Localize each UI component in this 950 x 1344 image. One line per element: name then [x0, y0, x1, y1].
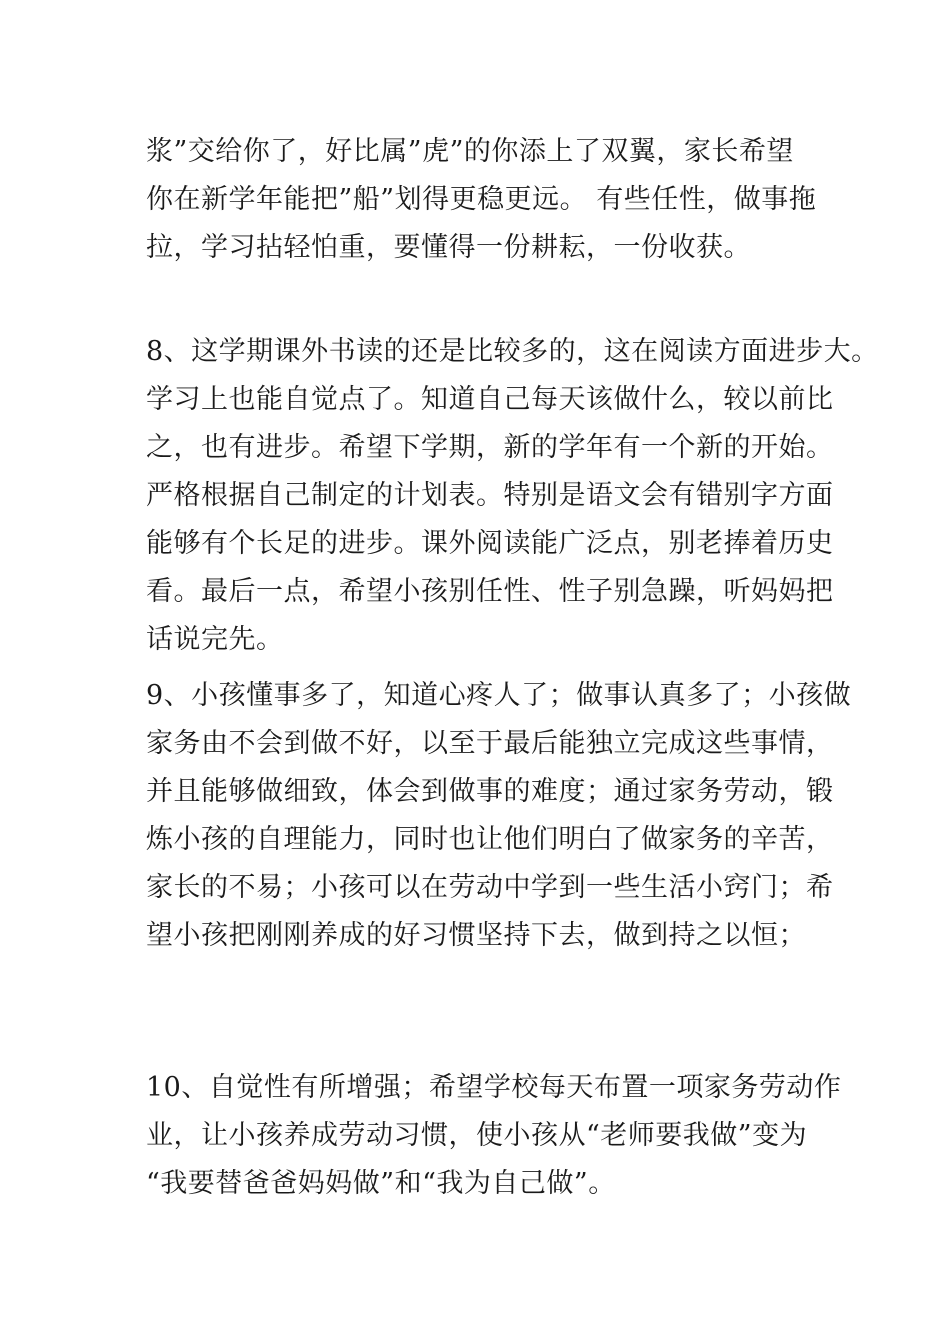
text-line: 你在新学年能把”船”划得更稳更远。 有些任性，做事拖 — [146, 184, 817, 215]
text-line: 浆”交给你了，好比属”虎”的你添上了双翼，家长希望 — [146, 136, 794, 167]
text-line: 学习上也能自觉点了。知道自己每天该做什么，较以前比 — [146, 384, 834, 415]
text-line: 炼小孩的自理能力，同时也让他们明白了做家务的辛苦， — [146, 824, 834, 855]
text-line: 能够有个长足的进步。课外阅读能广泛点，别老捧着历史 — [146, 528, 834, 559]
text-line: 家务由不会到做不好，以至于最后能独立完成这些事情， — [146, 728, 834, 759]
text-line: 话说完先。 — [146, 624, 284, 655]
paragraph-item-9 — [146, 672, 852, 960]
text-line: 看。最后一点，希望小孩别任性、性子别急躁，听妈妈把 — [146, 576, 834, 607]
text-line: “我要替爸爸妈妈做”和“我为自己做”。 — [146, 1168, 616, 1199]
text-line: 8、这学期课外书读的还是比较多的，这在阅读方面进步大。 — [146, 336, 879, 367]
text-line: 严格根据自己制定的计划表。特别是语文会有错别字方面 — [146, 480, 834, 511]
paragraph-continued — [146, 128, 846, 272]
paragraph-item-10 — [146, 1064, 846, 1208]
text-line: 并且能够做细致，体会到做事的难度；通过家务劳动，锻 — [146, 776, 834, 807]
text-line: 之，也有进步。希望下学期，新的学年有一个新的开始。 — [146, 432, 834, 463]
text-line: 拉，学习拈轻怕重，要懂得一份耕耘，一份收获。 — [146, 232, 751, 263]
text-line: 10、自觉性有所增强；希望学校每天布置一项家务劳动作 — [146, 1072, 842, 1103]
paragraph-item-8 — [146, 328, 879, 664]
text-line: 9、小孩懂事多了，知道心疼人了；做事认真多了；小孩做 — [146, 680, 852, 711]
text-line: 家长的不易；小孩可以在劳动中学到一些生活小窍门；希 — [146, 872, 834, 903]
text-line: 业，让小孩养成劳动习惯，使小孩从“老师要我做”变为 — [146, 1120, 808, 1151]
text-line: 望小孩把刚刚养成的好习惯坚持下去，做到持之以恒； — [146, 920, 806, 951]
